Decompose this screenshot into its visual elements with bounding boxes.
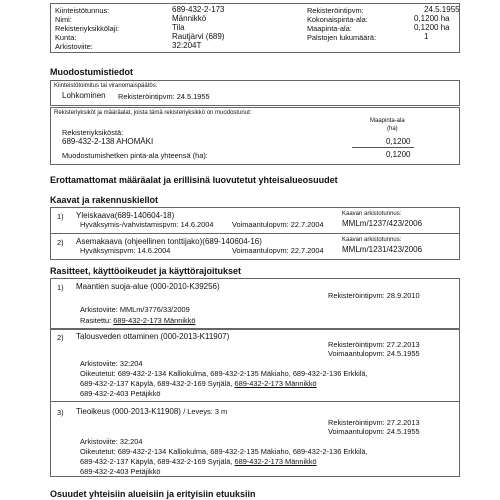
enc-3-title xyxy=(76,407,227,416)
plan-1-name: Yleiskaava(689-140604-18) xyxy=(76,211,175,220)
enc-3-line3: 689-432-2-403 Petäjikkö xyxy=(80,467,161,476)
label-kokonaispinta-ala: Kokonaispinta-ala: xyxy=(307,15,368,24)
enc-1-name: Maantien suoja-alue (000-2010-K39256) xyxy=(76,282,220,291)
value-maapinta-ala: 0,1200 ha xyxy=(414,23,450,32)
plan-2-num: 2) xyxy=(57,238,64,247)
value-arkistoviite: 32:204T xyxy=(172,41,202,50)
enc-2-num: 2) xyxy=(57,333,64,342)
value-palstojen-lukumaara: 1 xyxy=(424,32,429,41)
decision-label: Kiinteistötoimitus tai viranomaispäätös: xyxy=(54,83,158,89)
enc-3-archive: Arkistoviite: 32:204 xyxy=(80,437,143,446)
label-arkistoviite: Arkistoviite: xyxy=(55,42,93,51)
enc-1-target xyxy=(80,316,195,325)
label-laji: Rekisteriyksikkölaji: xyxy=(55,24,120,33)
plan-2-approved: Hyväksymispvm: 14.6.2004 xyxy=(80,246,171,255)
label-palstojen-lukumaara: Palstojen lukumäärä: xyxy=(307,33,377,42)
enc-2-link[interactable]: 689-432-2-173 Männikkö xyxy=(234,379,317,388)
enc-3-width: / Leveys: 3 m xyxy=(183,407,228,416)
plan-1-ref-label: Kaavan arkistotunnus: xyxy=(342,211,402,217)
plan-2-name: Asemakaava (ohjeellinen tonttijako)(689-140604-16) xyxy=(76,237,262,246)
label-maapinta-ala: Maapinta-ala: xyxy=(307,24,352,33)
enc-3-link[interactable]: 689-432-2-173 Männikkö xyxy=(234,457,317,466)
label-rekisterointipvm: Rekisteröintipvm: xyxy=(307,6,364,15)
plan-1-ref: MMLm/1237/423/2006 xyxy=(342,219,423,228)
section-title-rasitteet: Rasitteet, käyttöoikeudet ja käyttörajoitukset xyxy=(50,266,242,276)
label-kiinteistotunnus: Kiinteistötunnus: xyxy=(55,6,110,15)
enc-1-target-link[interactable]: 689-432-2-173 Männikkö xyxy=(113,316,196,325)
decision-registration: Rekisteröintipvm: 24.5.1955 xyxy=(118,92,210,101)
decision-value: Lohkominen xyxy=(62,91,106,100)
enc-2-line1: Oikeutetut: 689-432-2-134 Kalliokulma, 689-432-2-135 Mäkiaho, 689-432-2-136 Erkkilä, xyxy=(80,369,368,378)
plan-1-num: 1) xyxy=(57,212,64,221)
section-title-osuudet: Osuudet yhteisiin alueisiin ja erityisiin etuuksiin xyxy=(50,489,256,499)
value-kiinteistotunnus: 689-432-2-173 xyxy=(172,5,225,14)
enc-3-reg: Rekisteröintipvm: 27.2.2013 xyxy=(328,418,420,427)
enc-2-line2 xyxy=(80,379,317,388)
enc-3-line2 xyxy=(80,457,317,466)
enc-3-line2-text: 689-432-2-137 Käpylä, 689-432-2-169 Syrjälä, xyxy=(80,457,233,466)
kiinteisto-label: Rekisteriyksiköstä: xyxy=(62,128,124,137)
value-kunta: Rautjärvi (689) xyxy=(172,32,225,41)
enc-1-reg: Rekisteröintipvm: 28.9.2010 xyxy=(328,291,420,300)
section-title-kaavat: Kaavat ja rakennuskiellot xyxy=(50,195,159,205)
area-divider xyxy=(352,147,414,148)
enc-2-name: Talousveden ottaminen (000-2013-K11907) xyxy=(76,332,230,341)
kiinteisto-value: 689-432-2-138 AHOMÄKI xyxy=(62,137,154,146)
plan-2-valid: Voimaantulopvm: 22.7.2004 xyxy=(232,246,324,255)
enc-1-target-prefix: Rasitettu: xyxy=(80,316,112,325)
label-nimi: Nimi: xyxy=(55,15,72,24)
plan-2-ref: MMLm/1231/423/2006 xyxy=(342,245,423,254)
value-nimi: Männikkö xyxy=(172,14,207,23)
plan-1-valid: Voimaantulopvm: 22.7.2004 xyxy=(232,220,324,229)
value-rekisterointipvm: 24.5.1955 xyxy=(424,5,460,14)
value-kokonaispinta-ala: 0,1200 ha xyxy=(414,14,450,23)
enc-2-line2-text: 689-432-2-137 Käpylä, 689-432-2-169 Syrjälä, xyxy=(80,379,233,388)
enc-2-archive: Arkistoviite: 32:204 xyxy=(80,359,143,368)
section-title-erottamattomat: Erottamattomat määräalat ja erillisinä luovutetut yhteisalueosuudet xyxy=(50,175,338,185)
enc-3-line1: Oikeutetut: 689-432-2-134 Kalliokulma, 689-432-2-135 Mäkiaho, 689-432-2-136 Erkkilä, xyxy=(80,447,368,456)
enc-2-valid: Voimaantulopvm: 24.5.1955 xyxy=(328,349,420,358)
plan-2-ref-label: Kaavan arkistotunnus: xyxy=(342,237,402,243)
value-laji: Tila xyxy=(172,23,185,32)
enc-3-name: Tieoikeus (000-2013-K11908) xyxy=(76,407,181,416)
total-value: 0,1200 xyxy=(386,150,411,159)
enc-1-num: 1) xyxy=(57,283,64,292)
plan-1-approved: Hyväksymis-/vahvistamispvm: 14.6.2004 xyxy=(80,220,214,229)
source-label: Rekisteriyksiköt ja määräalat, joista tämä rekisteriyksikkö on muodostunut: xyxy=(54,110,252,116)
area-label-2: (ha) xyxy=(387,126,398,132)
section-title-muodostumistiedot: Muodostumistiedot xyxy=(50,67,133,77)
enc-1-archive: Arkistoviite: MMLm/3776/33/2009 xyxy=(80,305,190,314)
label-kunta: Kunta: xyxy=(55,33,77,42)
kiinteisto-area: 0,1200 xyxy=(386,137,411,146)
enc-2-reg: Rekisteröintipvm: 27.2.2013 xyxy=(328,340,420,349)
total-label: Muodostumishetken pinta-ala yhteensä (ha): xyxy=(62,151,208,160)
enc-3-num: 3) xyxy=(57,408,64,417)
area-label-1: Maapinta-ala xyxy=(370,118,405,124)
enc-2-line3: 689-432-2-403 Petäjikkö xyxy=(80,389,161,398)
enc-3-valid: Voimaantulopvm: 24.5.1955 xyxy=(328,427,420,436)
